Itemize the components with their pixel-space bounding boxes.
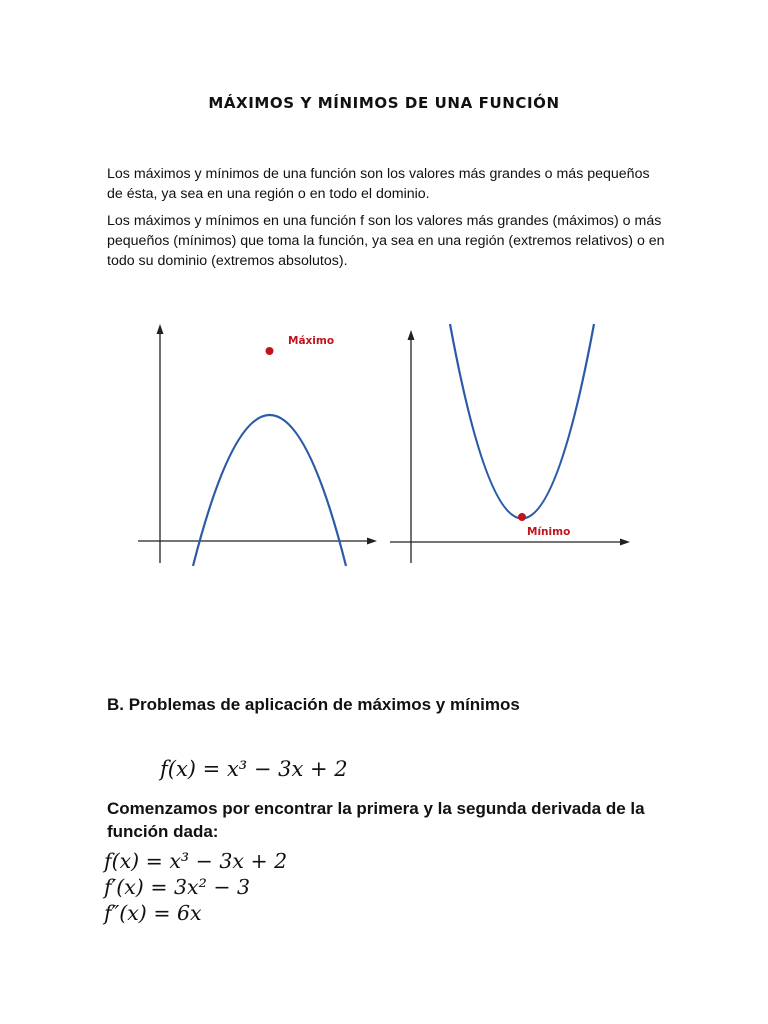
minimum-curve <box>450 324 594 519</box>
maximum-label: Máximo <box>288 335 335 347</box>
paragraph-definition: Los máximos y mínimos de una función son los valores más grandes o más pequeños de ésta, ya sea en una región o en todo el dominio. <box>107 166 650 202</box>
extrema-figure <box>130 318 640 568</box>
first-derivative-equation: f′(x) = 3x² − 3 <box>104 875 251 899</box>
maximum-point <box>266 347 274 355</box>
section-b-heading: B. Problemas de aplicación de máximos y mínimos <box>107 695 520 714</box>
minimum-graph <box>390 324 630 563</box>
derivatives-list <box>104 848 287 926</box>
maximum-curve <box>193 415 346 566</box>
minimum-label: Mínimo <box>527 526 571 538</box>
x-axis-arrow-icon <box>367 538 377 545</box>
main-equation: f(x) = x³ − 3x + 2 <box>160 757 348 781</box>
second-derivative-equation: f″(x) = 6x <box>104 901 202 925</box>
explanation-text: Comenzamos por encontrar la primera y la segunda derivada de la función dada: <box>107 799 645 841</box>
maximum-graph <box>138 324 377 566</box>
minimum-point <box>518 513 526 521</box>
y-axis-arrow-icon <box>157 324 164 334</box>
page-title: MÁXIMOS Y MÍNIMOS DE UNA FUNCIÓN <box>208 94 560 112</box>
y-axis-arrow-icon <box>408 330 415 340</box>
function-equation: f(x) = x³ − 3x + 2 <box>104 849 288 873</box>
x-axis-arrow-icon <box>620 539 630 546</box>
paragraph-extremes: Los máximos y mínimos en una función f son los valores más grandes (máximos) o más pequeños (mínimos) que toma la función, ya sea en una región (extremos relativos) o en todo su dominio (extremos absolutos). <box>107 213 665 269</box>
